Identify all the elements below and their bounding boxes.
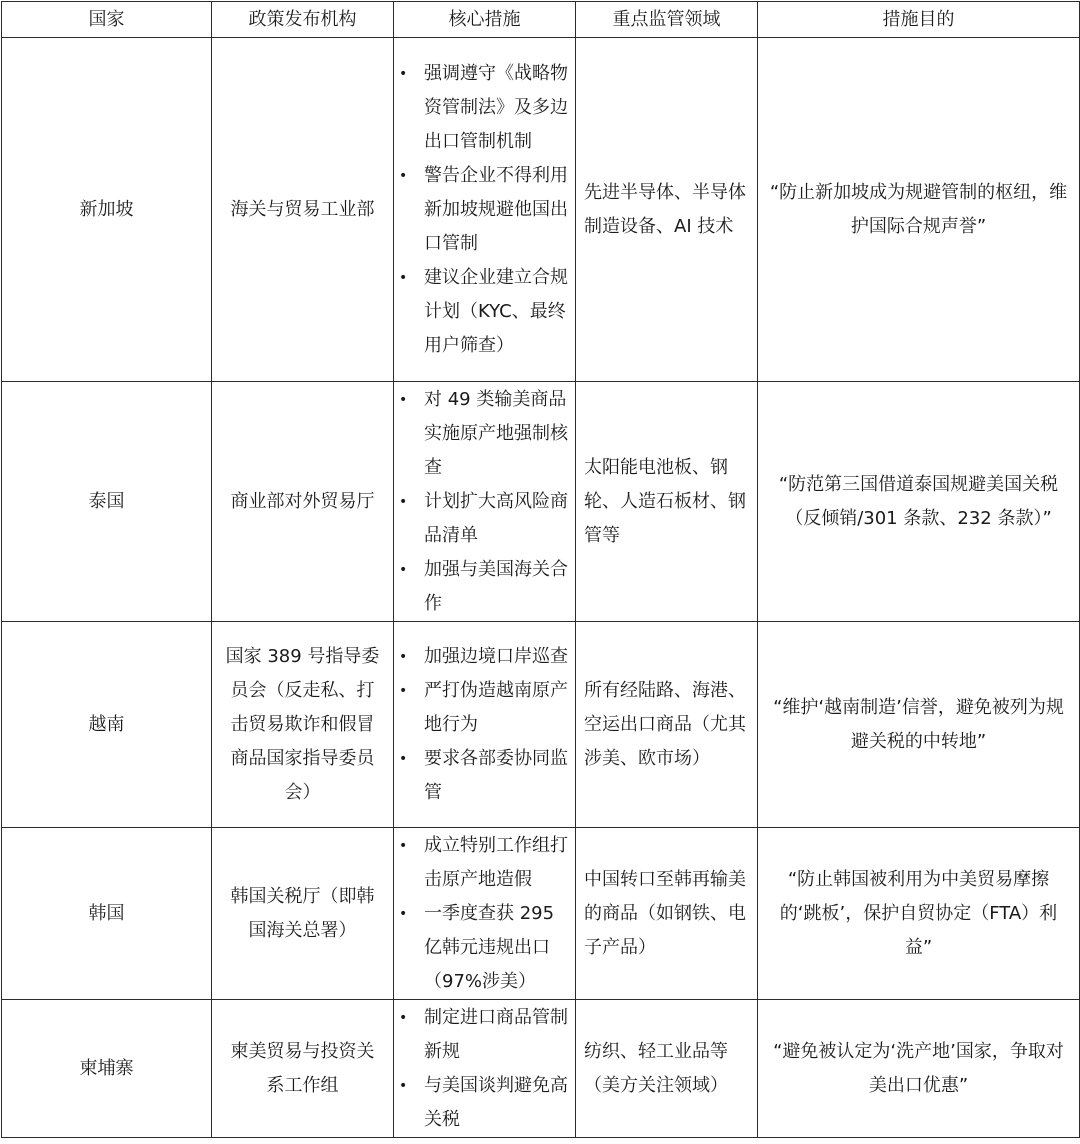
table-row-thailand: [2, 382, 1080, 622]
focus-cell: 中国转口至韩再输美的商品（如钢铁、电子产品）: [576, 828, 758, 1000]
header-measures: 核心措施: [394, 2, 576, 38]
table-row-cambodia: [2, 1000, 1080, 1138]
measure-item: • 对 49 类输美商品实施原产地强制核查: [424, 383, 571, 485]
measure-item: • 要求各部委协同监管: [424, 742, 571, 810]
agency-cell: 柬美贸易与投资关系工作组: [212, 1000, 394, 1138]
country-cell: 泰国: [2, 382, 212, 622]
measures-cell: [394, 828, 576, 1000]
country-cell: 柬埔寨: [2, 1000, 212, 1138]
focus-cell: 先进半导体、半导体制造设备、AI 技术: [576, 38, 758, 382]
purpose-cell: “防止韩国被利用为中美贸易摩擦的‘跳板’，保护自贸协定（FTA）利益”: [758, 828, 1080, 1000]
header-row: [2, 2, 1080, 38]
header-focus: 重点监管领域: [576, 2, 758, 38]
header-agency: 政策发布机构: [212, 2, 394, 38]
measure-item: • 强调遵守《战略物资管制法》及多边出口管制机制: [424, 57, 571, 159]
focus-cell: 纺织、轻工业品等（美方关注领域）: [576, 1000, 758, 1138]
measure-item: • 加强边境口岸巡查: [424, 640, 571, 674]
country-cell: 新加坡: [2, 38, 212, 382]
agency-cell: 商业部对外贸易厅: [212, 382, 394, 622]
table-row-korea: [2, 828, 1080, 1000]
table-row-singapore: [2, 38, 1080, 382]
measures-cell: [394, 38, 576, 382]
measures-list: [424, 1001, 571, 1137]
measure-item: • 计划扩大高风险商品清单: [424, 485, 571, 553]
measure-item: • 警告企业不得利用新加坡规避他国出口管制: [424, 159, 571, 261]
measure-item: • 成立特别工作组打击原产地造假: [424, 829, 571, 897]
measure-item: • 建议企业建立合规计划（KYC、最终用户筛查）: [424, 261, 571, 363]
measure-item: • 严打伪造越南原产地行为: [424, 674, 571, 742]
purpose-cell: “避免被认定为‘洗产地’国家，争取对美出口优惠”: [758, 1000, 1080, 1138]
header-purpose: 措施目的: [758, 2, 1080, 38]
measure-item: • 一季度查获 295 亿韩元违规出口（97%涉美）: [424, 897, 571, 999]
measure-item: • 加强与美国海关合作: [424, 553, 571, 621]
header-country: 国家: [2, 2, 212, 38]
country-cell: 越南: [2, 622, 212, 828]
measures-cell: [394, 1000, 576, 1138]
measures-list: [424, 383, 571, 621]
measure-item: • 制定进口商品管制新规: [424, 1001, 571, 1069]
measure-item: • 与美国谈判避免高关税: [424, 1069, 571, 1137]
policy-table: [1, 1, 1080, 1138]
measures-list: [424, 640, 571, 810]
country-cell: 韩国: [2, 828, 212, 1000]
measures-cell: [394, 622, 576, 828]
table-row-vietnam: [2, 622, 1080, 828]
measures-cell: [394, 382, 576, 622]
focus-cell: 太阳能电池板、钢轮、人造石板材、钢管等: [576, 382, 758, 622]
agency-cell: 国家 389 号指导委员会（反走私、打击贸易欺诈和假冒商品国家指导委员会）: [212, 622, 394, 828]
agency-cell: 韩国关税厅（即韩国海关总署）: [212, 828, 394, 1000]
measures-list: [424, 829, 571, 999]
agency-cell: 海关与贸易工业部: [212, 38, 394, 382]
focus-cell: 所有经陆路、海港、空运出口商品（尤其涉美、欧市场）: [576, 622, 758, 828]
purpose-cell: “防止新加坡成为规避管制的枢纽，维护国际合规声誉”: [758, 38, 1080, 382]
measures-list: [424, 57, 571, 363]
purpose-cell: “防范第三国借道泰国规避美国关税（反倾销/301 条款、232 条款）”: [758, 382, 1080, 622]
purpose-cell: “维护‘越南制造’信誉，避免被列为规避关税的中转地”: [758, 622, 1080, 828]
